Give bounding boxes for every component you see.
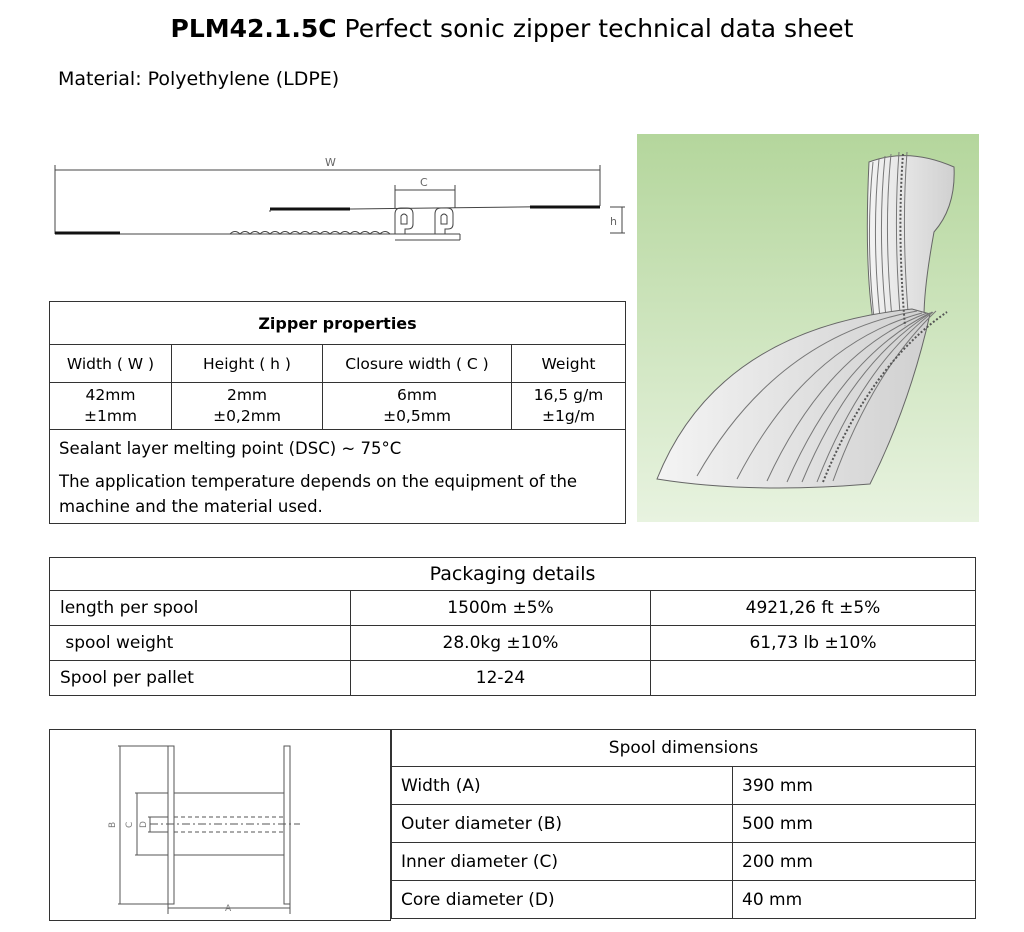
- zipper-properties-table: [49, 301, 626, 524]
- dimension-value: 40 mm: [733, 881, 976, 919]
- label-w: W: [325, 156, 336, 169]
- closure-width-value: 6mm ±0,5mm: [323, 383, 512, 430]
- packaging-heading: Packaging details: [50, 558, 976, 591]
- table-row: [392, 767, 976, 805]
- table-row: [392, 881, 976, 919]
- application-note: The application temperature depends on the equipment of the machine and the material used.: [59, 472, 578, 516]
- table-row: [50, 661, 976, 696]
- row-imperial: 61,73 lb ±10%: [651, 626, 976, 661]
- col-weight: Weight: [512, 345, 626, 383]
- dimension-value: 500 mm: [733, 805, 976, 843]
- weight-value: 16,5 g/m ±1g/m: [512, 383, 626, 430]
- col-width: Width ( W ): [50, 345, 172, 383]
- row-metric: 1500m ±5%: [351, 591, 651, 626]
- zipper-product-image: [637, 134, 979, 522]
- row-label: length per spool: [50, 591, 351, 626]
- col-height: Height ( h ): [172, 345, 323, 383]
- width-value: 42mm ±1mm: [50, 383, 172, 430]
- row-metric: 12-24: [351, 661, 651, 696]
- properties-notes: [50, 430, 626, 524]
- page-title: [0, 12, 1024, 46]
- material-line: Material: Polyethylene (LDPE): [58, 68, 340, 90]
- dimension-value: 390 mm: [733, 767, 976, 805]
- melting-point: Sealant layer melting point (DSC) ~ 75°C: [59, 439, 402, 458]
- col-closure-width: Closure width ( C ): [323, 345, 512, 383]
- label-h: h: [610, 215, 617, 228]
- dimension-label: Outer diameter (B): [392, 805, 733, 843]
- spool-drawing: [50, 730, 390, 920]
- dimension-label: Width (A): [392, 767, 733, 805]
- zipper-properties-heading: Zipper properties: [50, 302, 626, 345]
- row-imperial: [651, 661, 976, 696]
- product-code: PLM42.1.5C: [170, 14, 337, 43]
- row-imperial: 4921,26 ft ±5%: [651, 591, 976, 626]
- table-row: [392, 805, 976, 843]
- label-c: C: [420, 176, 428, 189]
- spool-label-d: D: [139, 821, 149, 828]
- spool-dimensions-table: [391, 729, 976, 919]
- title-text: Perfect sonic zipper technical data sheet: [336, 14, 854, 43]
- dimension-value: 200 mm: [733, 843, 976, 881]
- row-label: spool weight: [50, 626, 351, 661]
- spool-label-b: B: [108, 821, 118, 828]
- packaging-table: [49, 557, 976, 696]
- zipper-profile-drawing: [50, 150, 630, 245]
- spool-label-a: A: [225, 904, 232, 914]
- dimension-label: Inner diameter (C): [392, 843, 733, 881]
- height-value: 2mm ±0,2mm: [172, 383, 323, 430]
- table-row: [50, 626, 976, 661]
- row-label: Spool per pallet: [50, 661, 351, 696]
- row-metric: 28.0kg ±10%: [351, 626, 651, 661]
- table-row: [392, 843, 976, 881]
- spool-dimensions-heading: Spool dimensions: [392, 730, 976, 767]
- table-row: [50, 591, 976, 626]
- dimension-label: Core diameter (D): [392, 881, 733, 919]
- spool-drawing-cell: [49, 729, 391, 921]
- spool-label-c: C: [125, 821, 135, 828]
